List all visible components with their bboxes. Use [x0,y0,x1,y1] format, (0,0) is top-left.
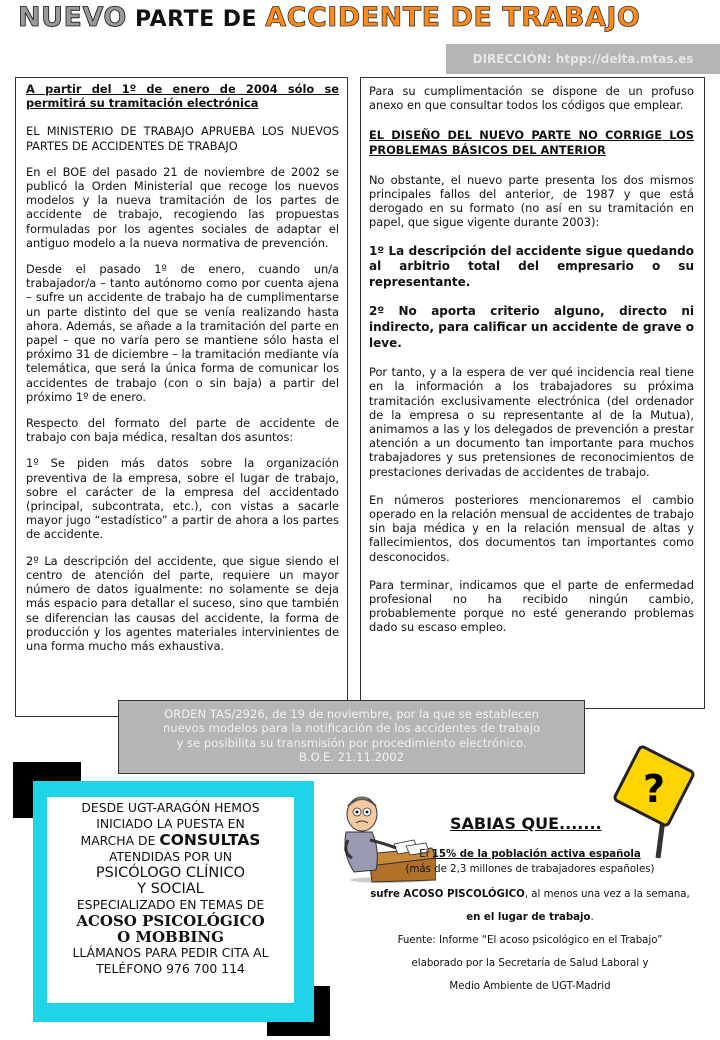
right-column [360,77,705,709]
right-paragraph-3: Por tanto, y a la espera de ver qué incidencia real tiene en la información a los trabajadores su próxima tramitación exclusivamente electrónica (del ordenador de la empresa o su representante al de la Mutua), animamos a las y los delegados de prevención a prestar atención a un documento tan importante para muchos trabajadores y sus pretensiones de reconocimientos de prestaciones derivadas de accidentes de trabajo. [369,365,694,479]
question-mark: ? [642,767,666,811]
right-paragraph-2: No obstante, el nuevo parte presenta los dos mismos principales fallos del anterior, de 1987 y que está derogado en su formato (no así en su tramitación en papel, que sigue vigente durante 2003): [369,172,694,230]
sabias-line-4-end: . [590,912,594,923]
consult-line-5: PSICÓLOGO CLÍNICO [95,865,246,881]
right-point-2: 2º No aporta criterio alguno, directo ni indirecto, para calificar un accidente de grave o leve. [369,304,694,350]
sabias-line-1 [340,848,720,861]
consult-line-1: DESDE UGT-ARAGÓN HEMOS [81,800,260,815]
left-paragraph-6: 2º La descripción del accidente, que sigue siendo el centro de atención del parte, requiere un mayor número de datos igualmente: no solamente se deja más espacio para detallar el suceso, sino que también se diferencian las causas del accidente, la forma de producción y los agentes materiales intervinientes de una forma mucho más exhaustiva. [26,553,339,653]
sabias-line-3 [340,888,720,901]
title-nuevo: NUEVO [18,2,127,33]
title-parte-de: PARTE DE [126,7,266,32]
question-warning-sign-icon [588,740,720,860]
left-heading: A partir del 1º de enero de 2004 sólo se permitirá su tramitación electrónica [26,82,339,111]
right-paragraph-1: Para su cumplimentación se dispone de un profuso anexo en que consultar todos los códigos que emplear. [369,84,694,113]
consult-line-3 [47,832,294,849]
consult-line-7: ESPECIALIZADO EN TEMAS DE [76,897,265,912]
sabias-line-3-rest: , al menos una vez a la semana, [524,889,690,900]
sabias-line-6: elaborado por la Secretaría de Salud Laboral y [411,958,649,969]
consult-line-8: ACOSO PSICOLÓGICO [76,912,265,930]
left-paragraph-3: Desde el pasado 1º de enero, cuando un/a trabajador/a – tanto autónomo como por cuenta ajena – sufre un accidente de trabajo ha de cumplimentarse un parte distinto del que se venía realizando hasta ahora. Además, se añade a la tramitación del parte en papel – que no varía pero se mantiene sólo hasta el próximo 31 de diciembre – la tramitación mediante vía telemática, que será la única forma de comunicar los accidentes de trabajo (con o sin baja) a partir del próximo 1º de enero. [26,262,339,404]
consult-box [47,797,294,1003]
title-accidente: ACCIDENTE DE TRABAJO [265,2,641,33]
orden-line-4: B.O.E. 21.11.2002 [298,750,405,765]
sabias-text [340,848,720,1003]
right-heading: EL DISEÑO DEL NUEVO PARTE NO CORRIGE LOS PROBLEMAS BÁSICOS DEL ANTERIOR [369,128,694,157]
orden-line-3: y se posibilita su transmisión por procedimiento electrónico. [176,735,527,750]
sabias-line-4-bold: en el lugar de trabajo [466,912,591,923]
left-paragraph-1: EL MINISTERIO DE TRABAJO APRUEBA LOS NUEVOS PARTES DE ACCIDENTES DE TRABAJO [26,124,339,153]
orden-line-1: ORDEN TAS/2926, de 19 de noviembre, por la que se establecen [164,707,539,721]
consult-line-11: TELÉFONO 976 700 114 [96,961,245,976]
consult-line-10: LLÁMANOS PARA PEDIR CITA AL [72,945,269,960]
sabias-line-5: Fuente: Informe “El acoso psicológico en el Trabajo” [397,935,663,946]
sabias-line-7: Medio Ambiente de UGT-Madrid [449,981,611,992]
sabias-line-3-bold: sufre ACOSO PISCOLÓGICO [370,889,525,900]
left-paragraph-5: 1º Se piden más datos sobre la organización preventiva de la empresa, sobre el lugar de trabajo, sobre el carácter de la empresa del accidentado (principal, subcontrata, etc.), con vistas a sacarle mayor jugo “estadístico” a partir de ahora a los partes de accidente. [26,456,339,542]
consult-line-9: O MOBBING [117,928,224,946]
consult-line-4: ATENDIDAS POR UN [108,849,233,864]
consult-line-3-text: MARCHA DE [80,833,160,848]
left-paragraph-2: En el BOE del pasado 21 de noviembre de 2002 se publicó la Orden Ministerial que recoge los nuevos modelos y la nueva tramitación de los partes de accidente de trabajo, recogiendo las propuestas formuladas por los agentes sociales de adaptar el antiguo modelo a la nueva normativa de prevención. [26,164,339,250]
consultas-label: CONSULTAS [159,831,261,849]
right-paragraph-5: Para terminar, indicamos que el parte de enfermedad profesional no ha recibido ningún cambio, probablemente porque no esté generando problemas dado su escaso empleo. [369,577,694,635]
left-paragraph-4: Respecto del formato del parte de accidente de trabajo con baja médica, resaltan dos asuntos: [26,416,339,445]
consult-line-2: INICIADO LA PUESTA EN [96,816,245,831]
right-point-1: 1º La descripción del accidente sigue quedando al arbitrio total del empresario o su representante. [369,243,694,289]
orden-line-2: nuevos modelos para la notificación de los accidentes de trabajo [162,721,541,736]
right-paragraph-4: En números posteriores mencionaremos el cambio operado en la relación mensual de accidentes de trabajo sin baja médica y en la relación mensual de altas y fallecimientos, dos documentos tan importantes como desconocidos. [369,492,694,564]
sabias-line-4 [340,911,720,924]
sabias-line-1-highlight: 15% de la población activa española [431,849,641,860]
sabias-heading: SABIAS QUE....... [450,814,602,833]
direccion-banner: DIRECCIÓN: htpp://delta.mtas.es [446,44,720,74]
page-title [18,2,718,42]
consult-line-6: Y SOCIAL [137,881,204,897]
sabias-line-1-prefix: El [419,849,432,860]
sabias-line-2: (más de 2,3 millones de trabajadores españoles) [405,864,655,875]
left-column [15,77,348,717]
orden-box [118,700,585,774]
